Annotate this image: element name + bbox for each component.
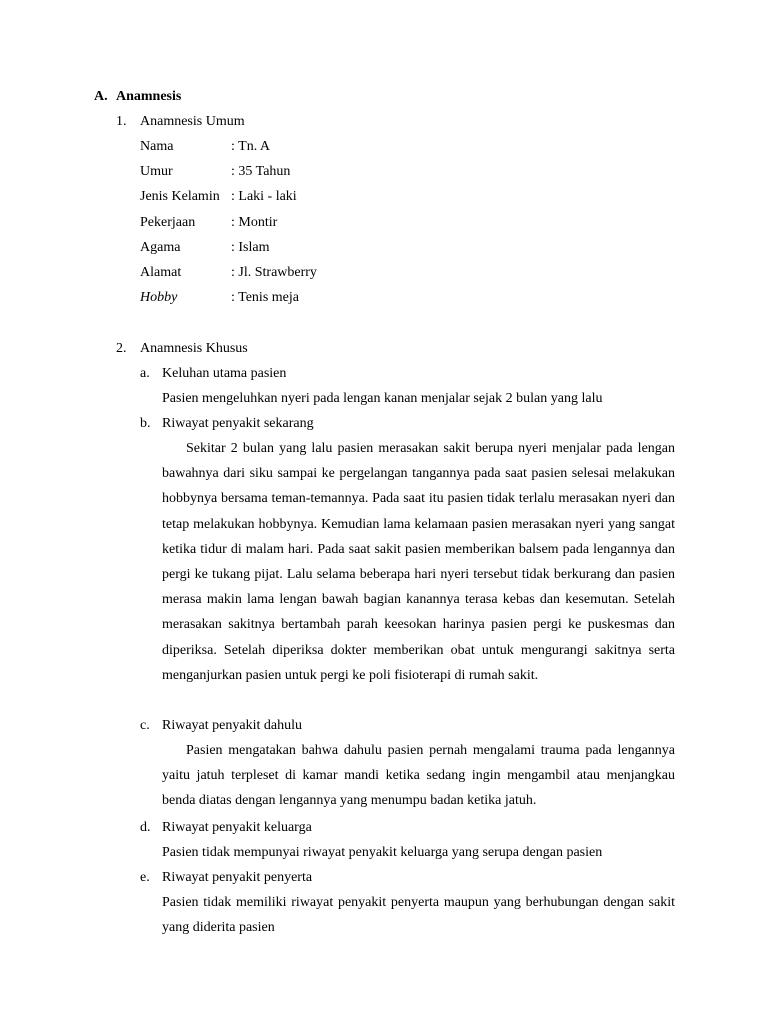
- item-c-title: Riwayat penyakit dahulu: [162, 718, 302, 733]
- item-d-text: Pasien tidak mempunyai riwayat penyakit keluarga yang serupa dengan pasien: [162, 845, 603, 860]
- umum-title: Anamnesis Umum: [140, 114, 245, 129]
- field-value-agama: : Islam: [231, 240, 270, 255]
- field-value-hobby: : Tenis meja: [231, 290, 299, 305]
- item-c-paragraph: [162, 738, 675, 814]
- item-e-marker: e.: [140, 870, 150, 885]
- item-a-text: Pasien mengeluhkan nyeri pada lengan kanan menjalar sejak 2 bulan yang lalu: [162, 391, 603, 406]
- field-value-alamat: : Jl. Strawberry: [231, 265, 317, 280]
- khusus-marker: 2.: [116, 341, 127, 356]
- item-b-paragraph: [162, 436, 675, 688]
- field-value-jenis-kelamin: : Laki - laki: [231, 189, 297, 204]
- section-marker: A.: [94, 89, 108, 104]
- item-d-title: Riwayat penyakit keluarga: [162, 820, 312, 835]
- item-e-title: Riwayat penyakit penyerta: [162, 870, 313, 885]
- item-e-text: Pasien tidak memiliki riwayat penyakit penyerta maupun yang berhubungan dengan sakit yang diderita pasien: [162, 895, 675, 936]
- item-b-title: Riwayat penyakit sekarang: [162, 416, 314, 431]
- item-e-paragraph: [162, 890, 675, 940]
- item-c-text: Pasien mengatakan bahwa dahulu pasien pernah mengalami trauma pada lengannya yaitu jatuh terpleset di kamar mandi ketika sedang ingin mengambil atau menjangkau benda diatas dengan lengannya yang menumpu badan ketika jatuh.: [162, 743, 675, 809]
- field-label-nama: Nama: [140, 139, 174, 154]
- item-c-marker: c.: [140, 718, 150, 733]
- field-label-umur: Umur: [140, 164, 173, 179]
- field-label-hobby: Hobby: [140, 290, 178, 305]
- umum-marker: 1.: [116, 114, 127, 129]
- khusus-title: Anamnesis Khusus: [140, 341, 248, 356]
- field-label-alamat: Alamat: [140, 265, 182, 280]
- item-b-text: Sekitar 2 bulan yang lalu pasien merasakan sakit berupa nyeri menjalar pada lengan bawahnya dari siku sampai ke pergelangan tangannya pada saat pasien selesai melakukan hobbynya bersama teman-temannya. Pada saat itu pasien tidak terlalu merasakan nyeri dan tetap melakukan hobbynya. Kemudian lama kelamaan pasien merasakan nyeri yang sangat ketika tidur di malam hari. Pada saat sakit pasien memberikan balsem pada lengannya dan pergi ke tukang pijat. Lalu selama beberapa hari nyeri tersebut tidak berkurang dan pasien merasa makin lama lengan bawah bagian kanannya terasa kebas dan kesemutan. Setelah merasakan sakitnya bertambah parah keesokan harinya pasien pergi ke puskesmas dan diperiksa. Setelah diperiksa dokter memberikan obat untuk mengurangi sakitnya serta menganjurkan pasien untuk pergi ke poli fisioterapi di rumah sakit.: [162, 441, 675, 683]
- item-d-marker: d.: [140, 820, 151, 835]
- item-b-marker: b.: [140, 416, 151, 431]
- section-title: Anamnesis: [116, 89, 182, 104]
- field-label-pekerjaan: Pekerjaan: [140, 215, 196, 230]
- item-a-title: Keluhan utama pasien: [162, 366, 287, 381]
- field-value-nama: : Tn. A: [231, 139, 271, 154]
- field-value-pekerjaan: : Montir: [231, 215, 278, 230]
- field-value-umur: : 35 Tahun: [231, 164, 291, 179]
- field-label-agama: Agama: [140, 240, 181, 255]
- item-a-marker: a.: [140, 366, 150, 381]
- field-label-jenis-kelamin: Jenis Kelamin: [140, 189, 220, 204]
